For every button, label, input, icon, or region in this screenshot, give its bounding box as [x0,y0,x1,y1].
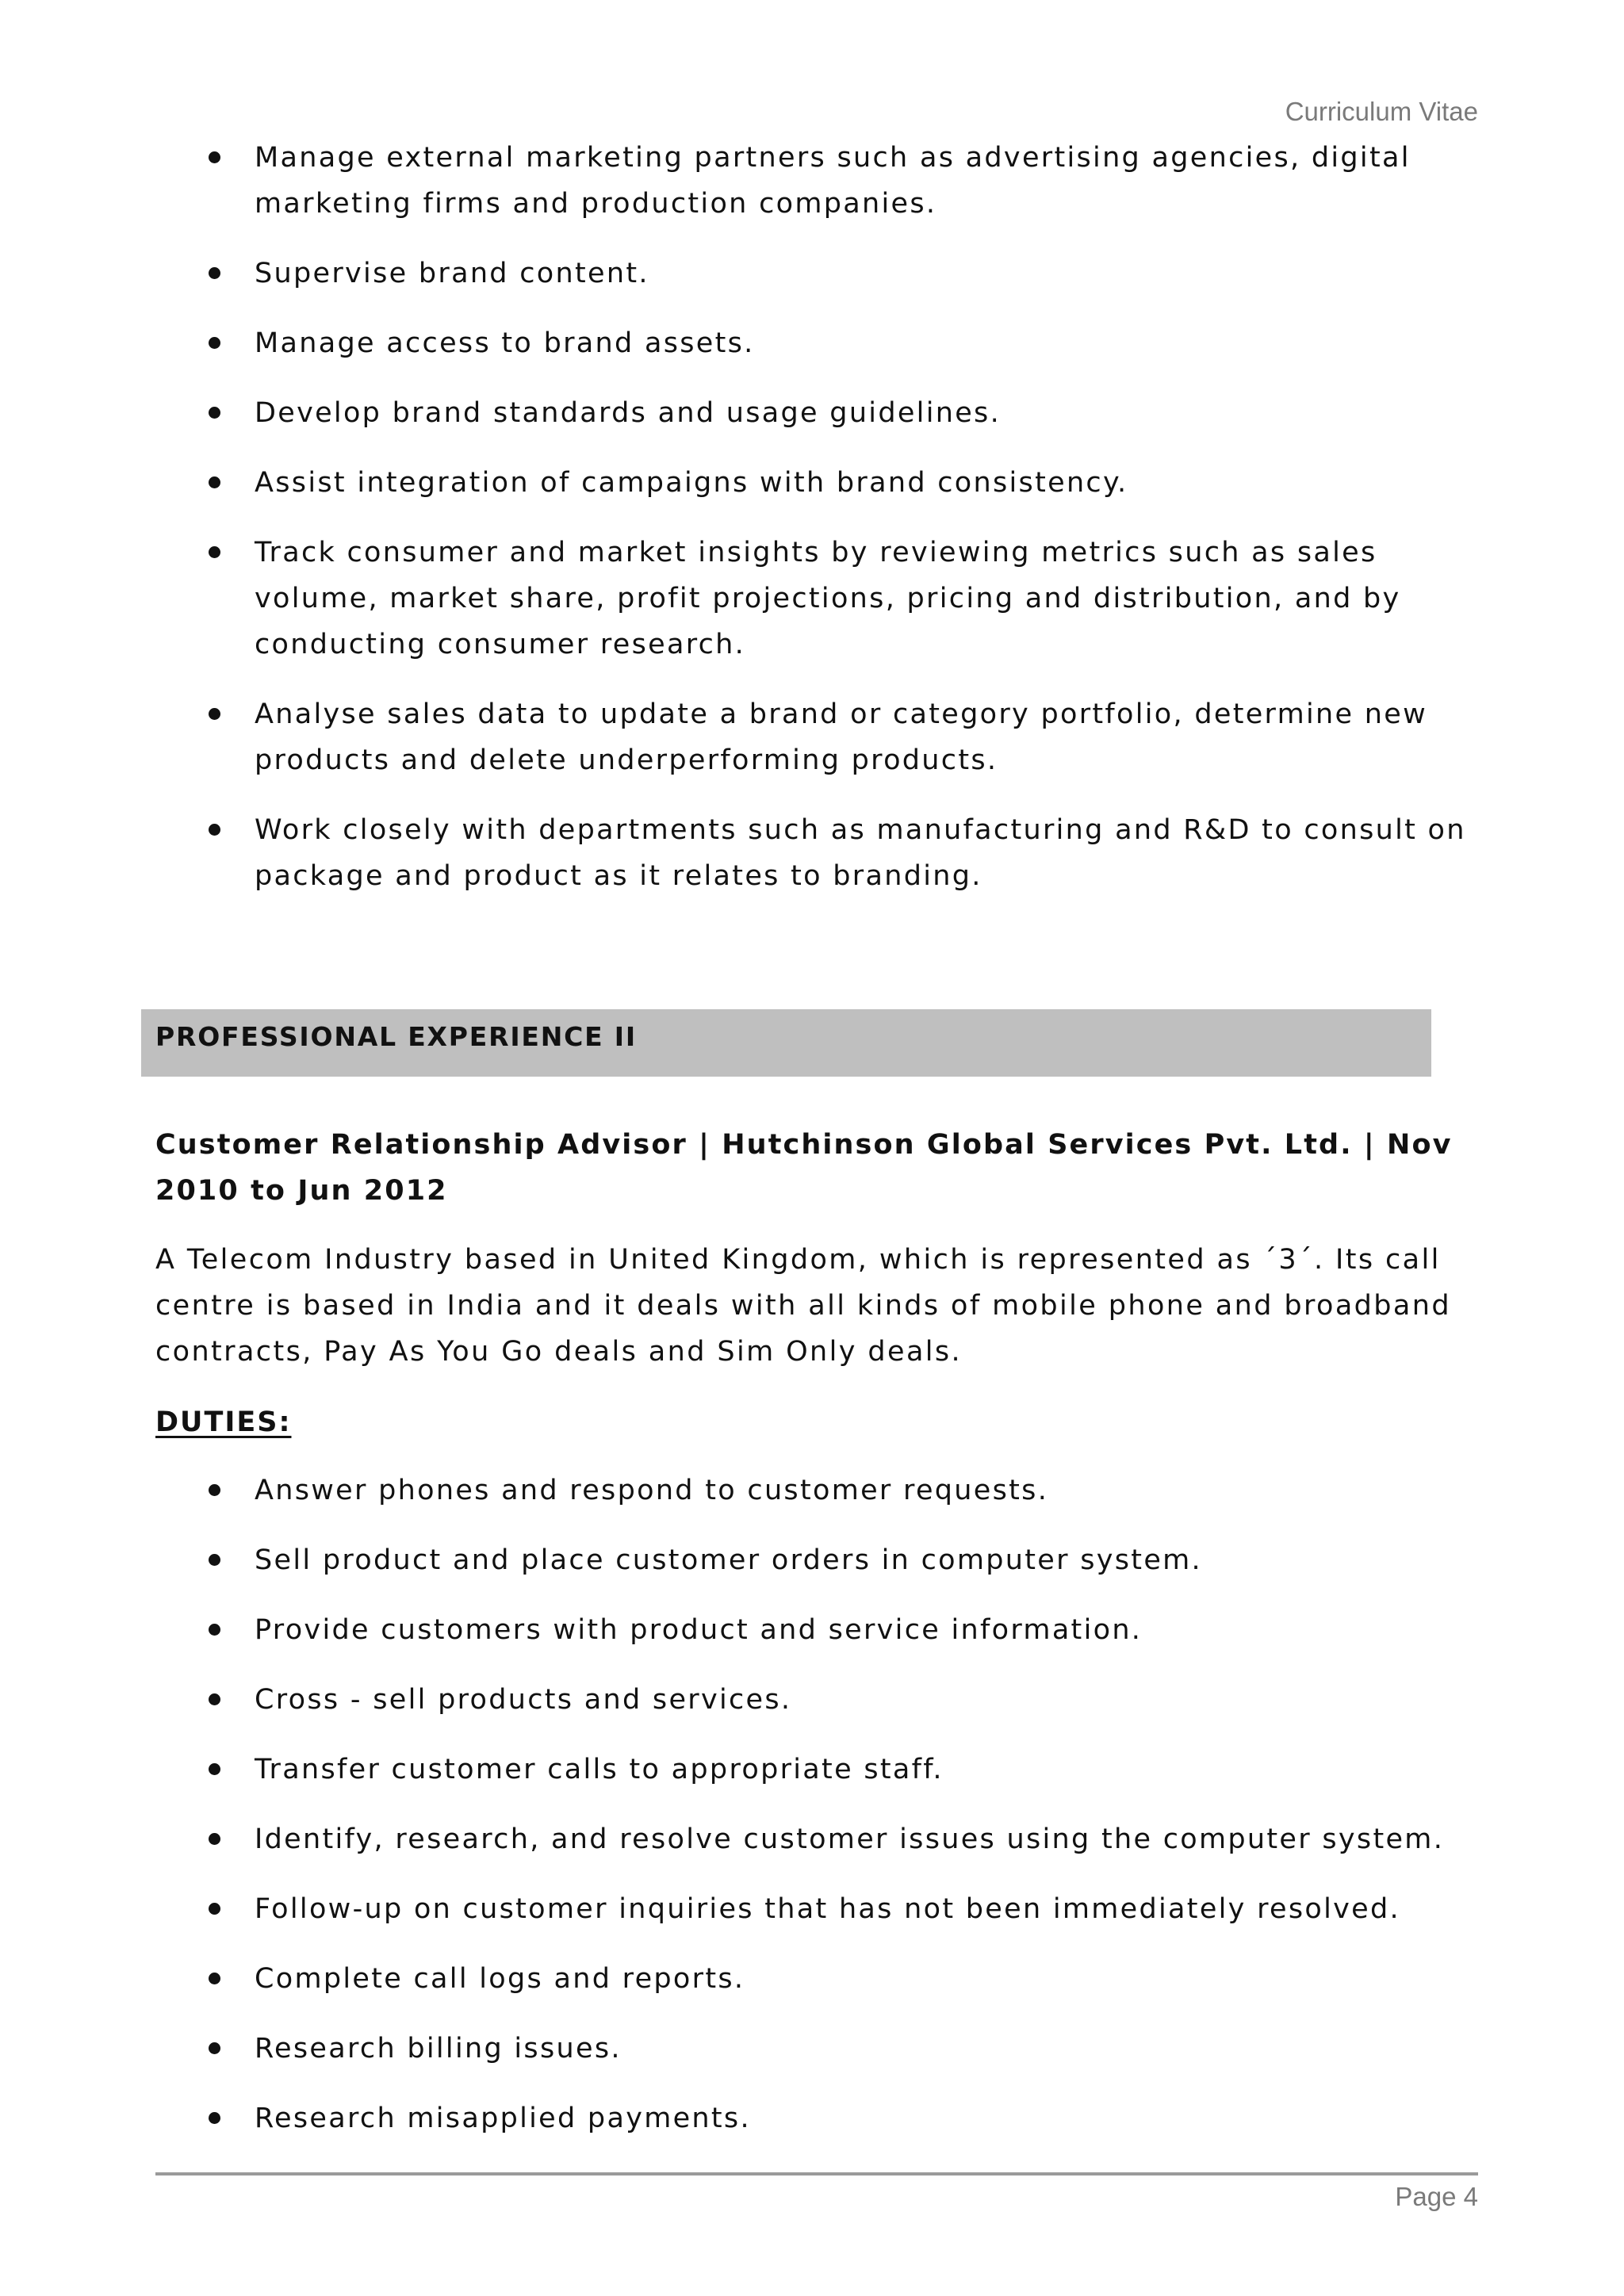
list-item [155,1886,1488,1932]
list-item-text: Provide customers with product and service information. [255,1614,1143,1646]
list-item [155,2095,1488,2141]
list-item-text: Develop brand standards and usage guidelines. [255,397,1002,429]
bullet-icon [209,337,220,349]
list-item-text: Sell product and place customer orders in computer system. [255,1544,1202,1576]
list-item-text: Supervise brand content. [255,258,649,289]
list-item [155,1956,1488,2002]
list-item-text: Track consumer and market insights by reviewing metrics such as sales volume, market share, profit projections, pricing and distribution, and by conducting consumer research. [255,537,1401,660]
bullet-icon [209,708,220,720]
duties-heading: DUTIES: [155,1406,292,1438]
bullet-icon [209,267,220,279]
bullet-icon [209,1554,220,1566]
bullet-icon [209,407,220,419]
list-item-text: Manage access to brand assets. [255,327,755,359]
job-title-line: Customer Relationship Advisor | Hutchinson Global Services Pvt. Ltd. | Nov 2010 to Jun 2012 [155,1129,1453,1207]
bullet-icon [209,2042,220,2054]
list-item-text: Assist integration of campaigns with brand consistency. [255,467,1128,499]
bullet-icon [209,1973,220,1984]
list-item-text: Research billing issues. [255,2033,622,2064]
bullet-icon [209,1693,220,1705]
list-item-text: Cross - sell products and services. [255,1684,792,1716]
list-item-text: Complete call logs and reports. [255,1963,745,1995]
bullet-icon [209,546,220,558]
list-item-text: Identify, research, and resolve customer issues using the computer system. [255,1823,1445,1855]
footer-divider [155,2172,1478,2175]
list-item [155,1537,1488,1583]
list-item-text: Work closely with departments such as manufacturing and R&D to consult on package and product as it relates to branding. [255,814,1466,892]
bullet-icon [209,824,220,836]
list-item [155,135,1488,227]
list-item [155,2026,1488,2072]
section-heading-bar [141,1009,1431,1077]
duties-list [155,1468,1488,2165]
list-item-text: Manage external marketing partners such as advertising agencies, digital marketing firms and production companies. [255,142,1411,220]
list-item-text: Analyse sales data to update a brand or category portfolio, determine new products and delete underperforming products. [255,698,1428,776]
bullet-icon [209,1763,220,1775]
list-item [155,1816,1488,1862]
bullet-icon [209,1484,220,1496]
list-item [155,691,1488,783]
list-item [155,320,1488,366]
section-heading-title: PROFESSIONAL EXPERIENCE II [155,1021,637,1052]
bullet-icon [209,151,220,163]
list-item [155,1607,1488,1653]
list-item [155,1468,1488,1513]
previous-duties-list [155,135,1488,923]
list-item [155,807,1488,899]
bullet-icon [209,2112,220,2124]
list-item [155,390,1488,436]
bullet-icon [209,476,220,488]
page-number: Page 4 [1395,2182,1478,2211]
list-item-text: Answer phones and respond to customer requests. [255,1475,1049,1506]
list-item [155,460,1488,506]
list-item [155,251,1488,297]
list-item [155,1747,1488,1793]
bullet-icon [209,1624,220,1636]
bullet-icon [209,1903,220,1915]
company-description: A Telecom Industry based in United Kingdom, which is represented as ´3´. Its call centre is based in India and it deals with all kinds of mobile phone and broadband contracts, Pay As You Go deals and Sim Only deals. [155,1244,1451,1368]
running-header-title: Curriculum Vitae [1285,97,1478,126]
list-item-text: Research misapplied payments. [255,2103,751,2134]
bullet-icon [209,1833,220,1845]
list-item [155,1677,1488,1723]
list-item-text: Follow-up on customer inquiries that has not been immediately resolved. [255,1893,1400,1925]
list-item [155,530,1488,668]
list-item-text: Transfer customer calls to appropriate staff. [255,1754,944,1785]
